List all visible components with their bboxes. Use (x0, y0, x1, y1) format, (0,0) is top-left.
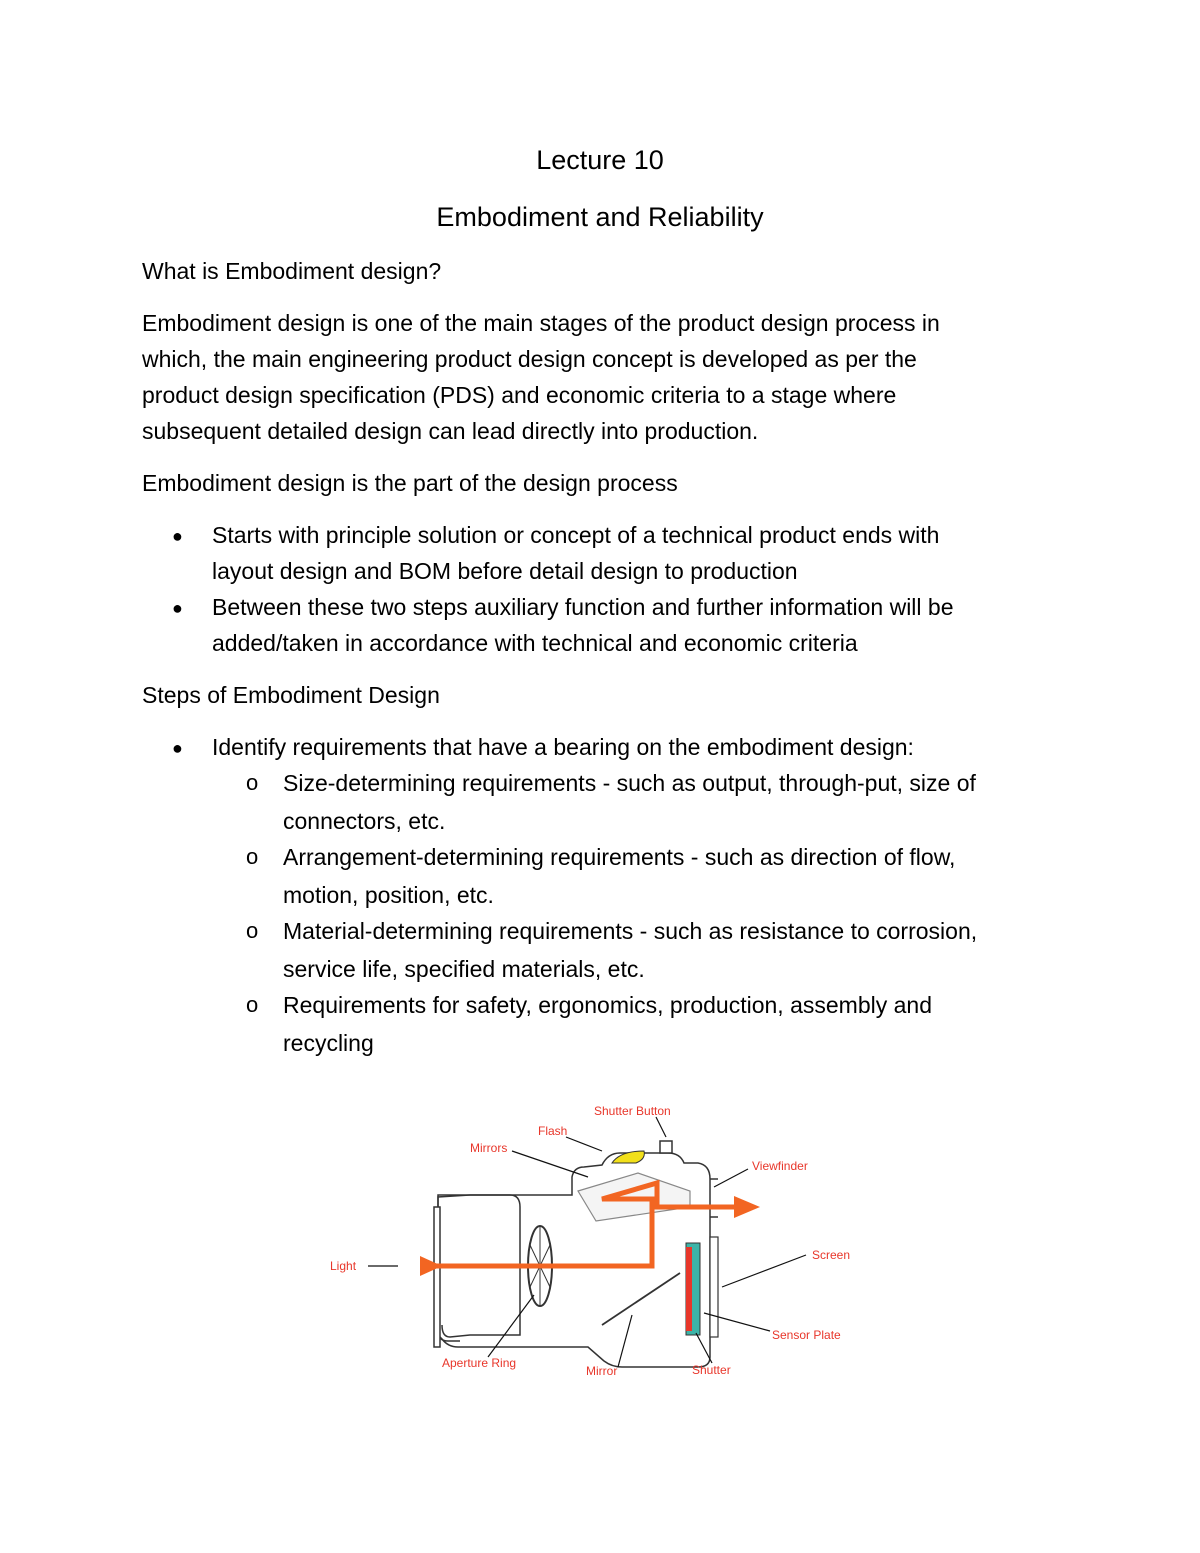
bullet-icon: ● (172, 526, 183, 546)
sub-bullet-text: Material-determining requirements - such as resistance to corrosion, (283, 918, 978, 944)
bullet-text: Between these two steps auxiliary function and further information will be (212, 594, 954, 620)
mirror-shape (602, 1273, 680, 1325)
label-viewfinder: Viewfinder (752, 1159, 808, 1173)
sub-bullet-text-cont: recycling (283, 1030, 374, 1056)
label-shutter-button: Shutter Button (594, 1104, 671, 1118)
label-screen: Screen (812, 1248, 851, 1262)
section-heading: Steps of Embodiment Design (142, 682, 440, 708)
sub-bullet-icon: o (246, 918, 259, 943)
sub-bullet-icon: o (246, 770, 259, 795)
paragraph-line: product design specification (PDS) and economic criteria to a stage where (142, 382, 897, 408)
shutter-button-shape (660, 1141, 672, 1153)
bullet-text: Starts with principle solution or concept of a technical product ends with (212, 522, 940, 548)
bullet-text: Identify requirements that have a bearing on the embodiment design: (212, 734, 914, 760)
sub-bullet-icon: o (246, 992, 259, 1017)
sub-bullet-text: Requirements for safety, ergonomics, production, assembly and (283, 992, 932, 1018)
sub-bullet-text-cont: connectors, etc. (283, 808, 446, 834)
label-aperture-ring: Aperture Ring (442, 1356, 517, 1370)
screen-shape (710, 1237, 718, 1337)
bullet-icon: ● (172, 738, 183, 758)
label-shutter: Shutter (692, 1363, 731, 1377)
bullet-icon: ● (172, 598, 183, 618)
label-mirror: Mirror (586, 1364, 618, 1378)
bullet-text-cont: added/taken in accordance with technical and economic criteria (212, 630, 858, 656)
paragraph-line: which, the main engineering product design concept is developed as per the (142, 346, 917, 372)
sub-bullet-icon: o (246, 844, 259, 869)
page-subtitle: Embodiment and Reliability (436, 202, 764, 232)
bullet-text-cont: layout design and BOM before detail design to production (212, 558, 798, 584)
paragraph-line: subsequent detailed design can lead directly into production. (142, 418, 759, 444)
paragraph-intro: Embodiment design is the part of the design process (142, 470, 678, 496)
paragraph-line: Embodiment design is one of the main stages of the product design process in (142, 310, 940, 336)
label-flash: Flash (538, 1124, 568, 1138)
sub-bullet-text-cont: motion, position, etc. (283, 882, 494, 908)
label-sensor-plate: Sensor Plate (772, 1328, 841, 1342)
sub-bullet-text: Arrangement-determining requirements - such as direction of flow, (283, 844, 956, 870)
camera-diagram (320, 1095, 880, 1395)
page-title: Lecture 10 (536, 145, 664, 175)
label-mirrors: Mirrors (470, 1141, 508, 1155)
viewfinder-arrow-icon (734, 1196, 760, 1218)
sub-bullet-text-cont: service life, specified materials, etc. (283, 956, 645, 982)
sub-bullet-text: Size-determining requirements - such as output, through-put, size of (283, 770, 976, 796)
label-light: Light (330, 1259, 357, 1273)
question-heading: What is Embodiment design? (142, 258, 442, 284)
